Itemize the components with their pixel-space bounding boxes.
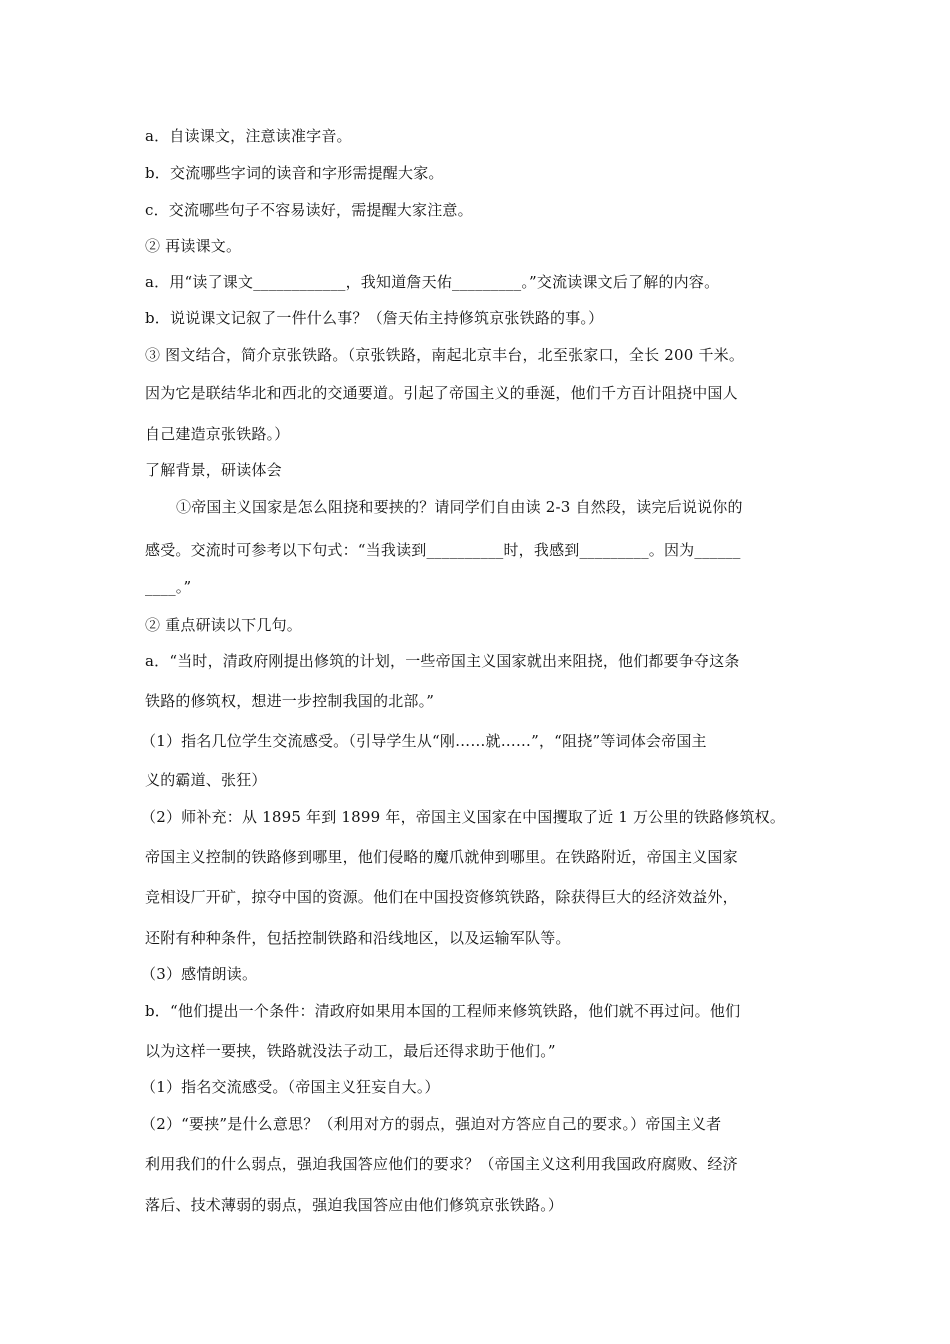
text-line: ② 再读课文。: [145, 237, 242, 255]
text-line: （2）“要挟”是什么意思？（利用对方的弱点，强迫对方答应自己的要求。）帝国主义者: [141, 1115, 722, 1133]
text-line: b．交流哪些字词的读音和字形需提醒大家。: [145, 164, 444, 182]
text-line: a．用“读了课文____________，我知道詹天佑_________。”交流读课文后了解的内容。: [145, 273, 720, 291]
text-line: b．说说课文记叙了一件什么事？（詹天佑主持修筑京张铁路的事。）: [145, 309, 604, 327]
text-line: c．交流哪些句子不容易读好，需提醒大家注意。: [145, 201, 473, 219]
text-line: a．“当时，清政府刚提出修筑的计划，一些帝国主义国家就出来阻挠，他们都要争夺这条: [145, 652, 740, 670]
text-line: （2）师补充：从 1895 年到 1899 年，帝国主义国家在中国攫取了近 1 万公里的铁路修筑权。: [141, 808, 786, 826]
text-line: 义的霸道、张狂）: [145, 771, 267, 789]
text-line: 落后、技术薄弱的弱点，强迫我国答应由他们修筑京张铁路。）: [145, 1196, 564, 1214]
text-line: 还附有种种条件，包括控制铁路和沿线地区，以及运输军队等。: [145, 929, 571, 947]
text-line: 感受。交流时可参考以下句式：“当我读到__________时，我感到_________。因为______: [145, 541, 741, 559]
text-line: 自己建造京张铁路。）: [145, 425, 290, 443]
text-line: 竞相设厂开矿，掠夺中国的资源。他们在中国投资修筑铁路，除获得巨大的经济效益外，: [145, 888, 738, 906]
text-line: 因为它是联结华北和西北的交通要道。引起了帝国主义的垂涎，他们千方百计阻挠中国人: [145, 384, 738, 402]
text-line: （1）指名交流感受。（帝国主义狂妄自大。）: [141, 1078, 440, 1096]
text-line: 以为这样一要挟，铁路就没法子动工，最后还得求助于他们。”: [145, 1042, 556, 1060]
section-heading: 了解背景，研读体会: [145, 461, 282, 479]
text-line: ③ 图文结合，简介京张铁路。（京张铁路，南起北京丰台，北至张家口，全长 200 千米。: [145, 346, 745, 364]
text-line: 帝国主义控制的铁路修到哪里，他们侵略的魔爪就伸到哪里。在铁路附近，帝国主义国家: [145, 848, 738, 866]
text-line: （3）感情朗读。: [141, 965, 258, 983]
text-line: 铁路的修筑权，想进一步控制我国的北部。”: [145, 692, 435, 710]
text-line: b．“他们提出一个条件：清政府如果用本国的工程师来修筑铁路，他们就不再过问。他们: [145, 1002, 741, 1020]
text-line: ② 重点研读以下几句。: [145, 616, 302, 634]
text-line: 利用我们的什么弱点，强迫我国答应他们的要求？（帝国主义这利用我国政府腐败、经济: [145, 1155, 738, 1173]
text-line: ____。”: [145, 578, 192, 596]
text-line: ①帝国主义国家是怎么阻挠和要挟的？请同学们自由读 2-3 自然段，读完后说说你的: [176, 498, 743, 516]
text-line: a．自读课文，注意读准字音。: [145, 127, 352, 145]
text-line: （1）指名几位学生交流感受。（引导学生从“刚……就……”，“阻挠”等词体会帝国主: [141, 732, 707, 750]
